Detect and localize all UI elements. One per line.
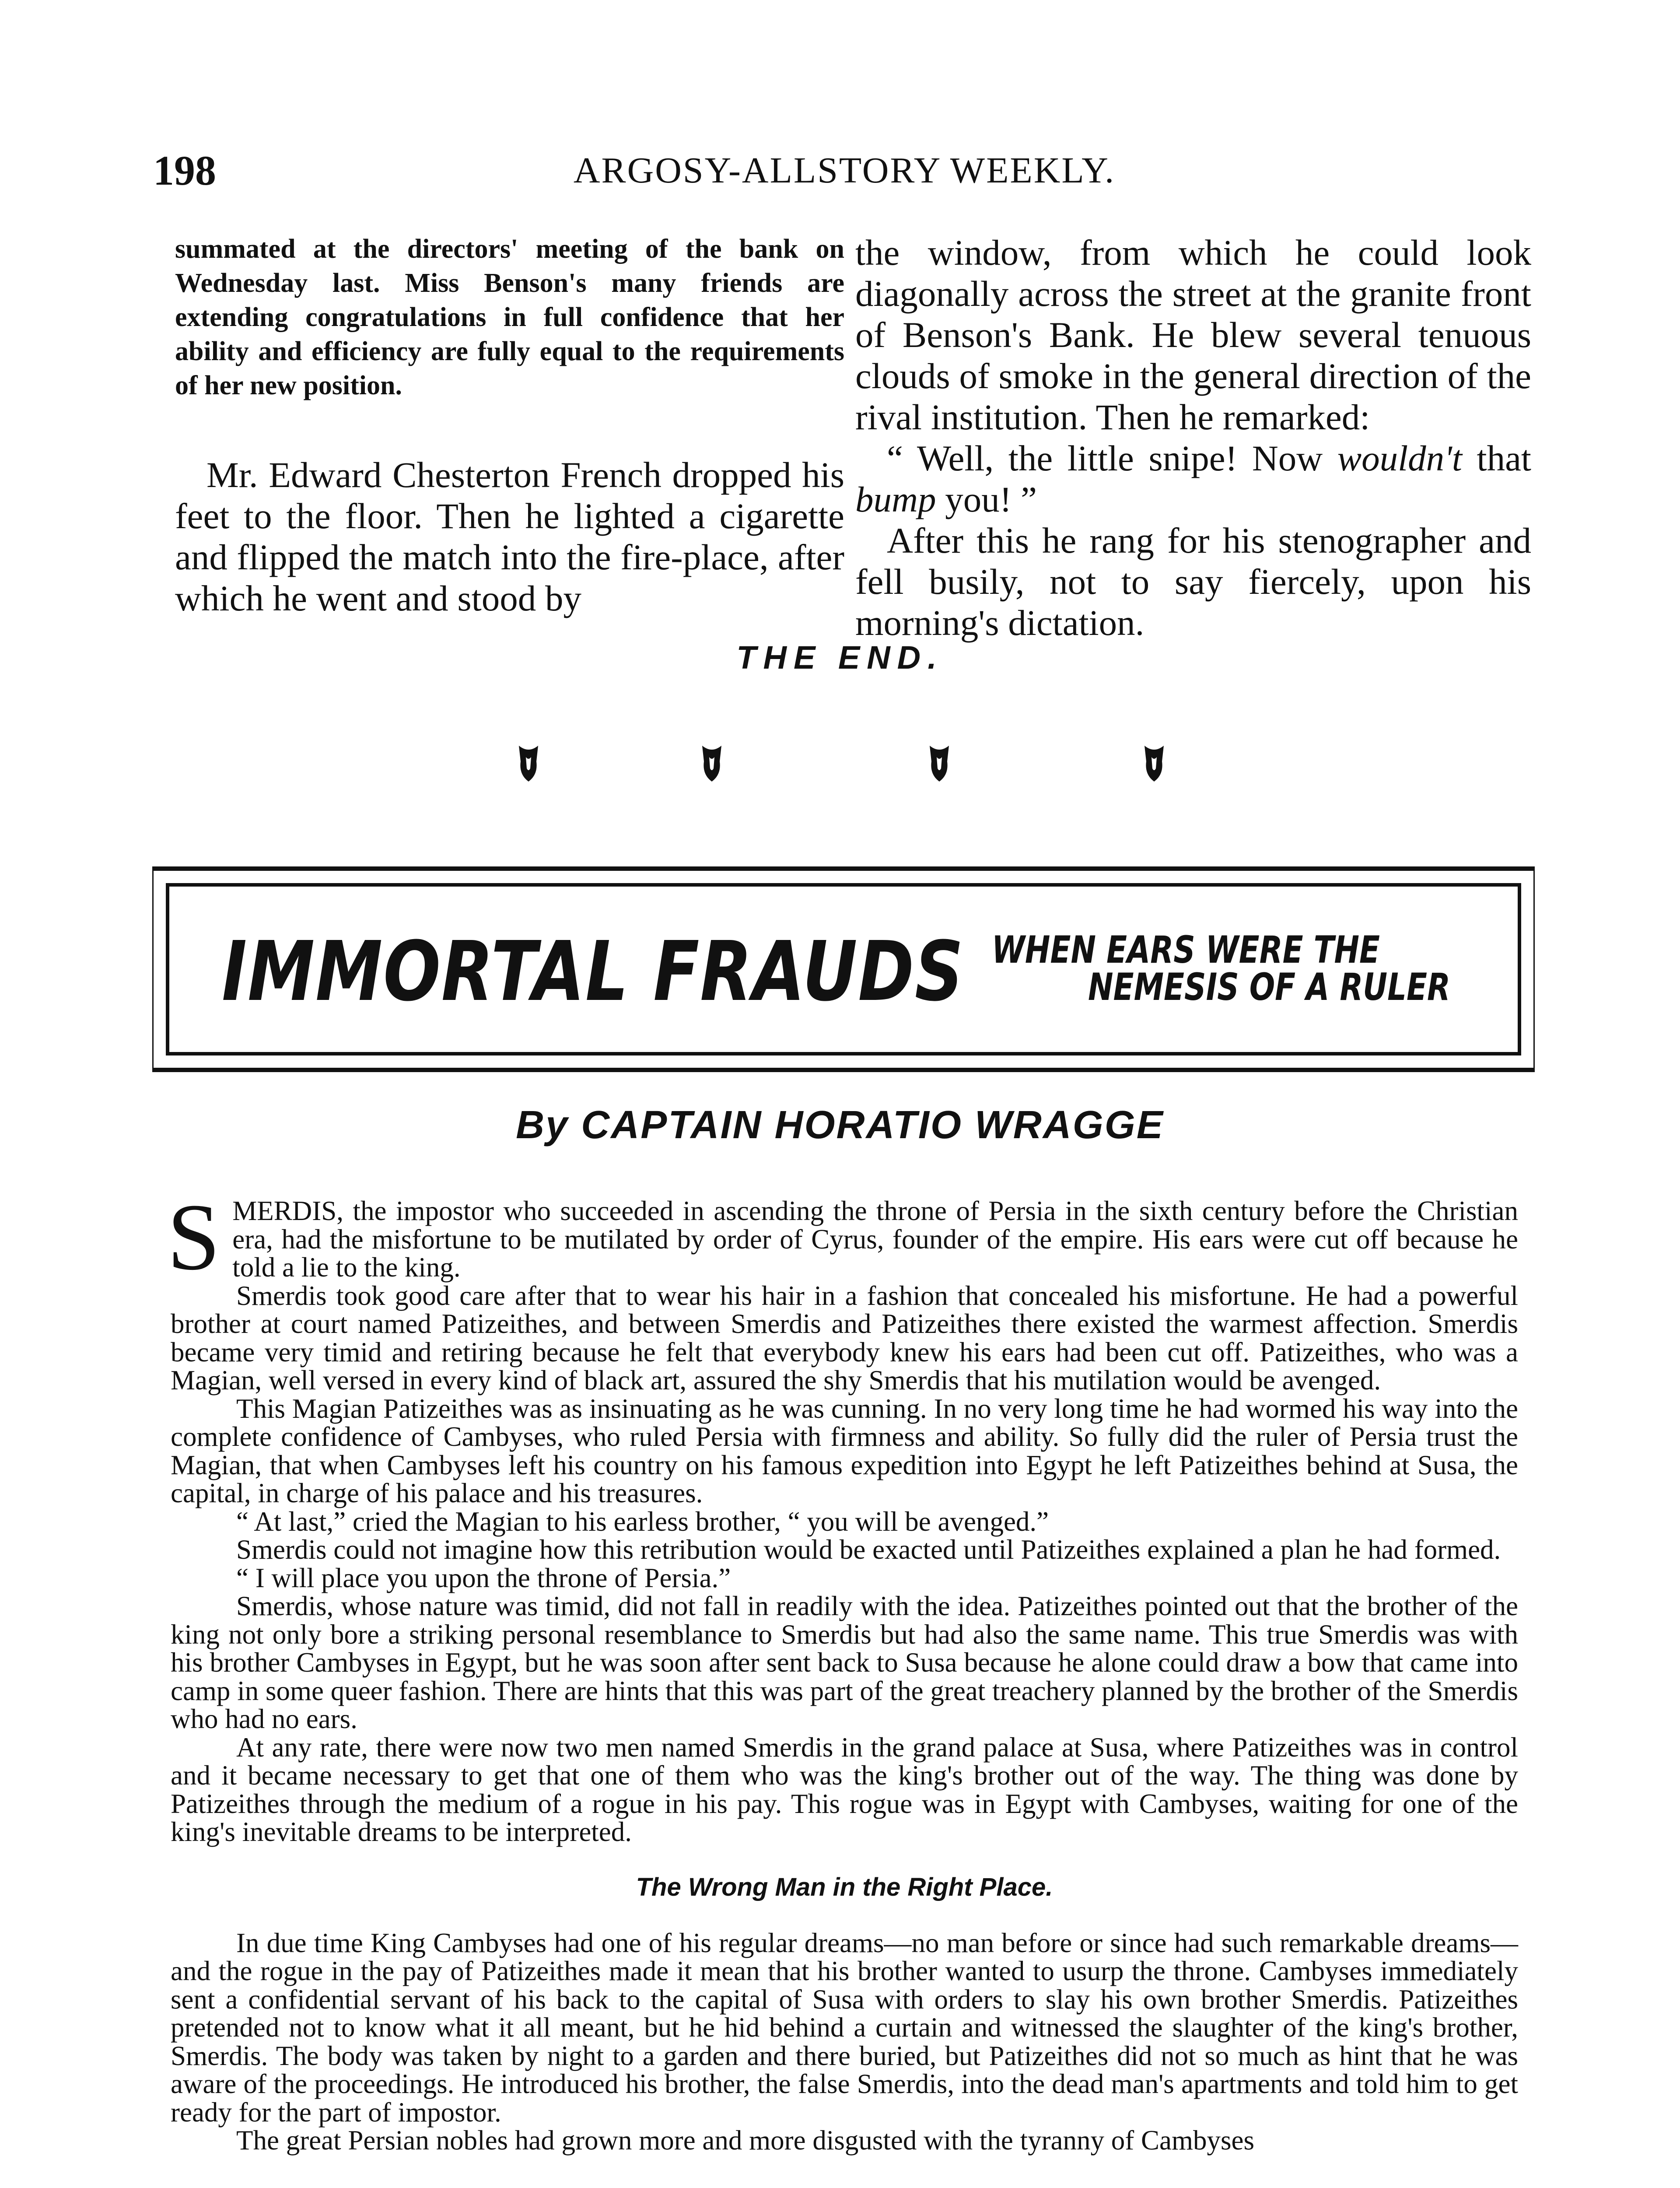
article-byline: By CAPTAIN HORATIO WRAGGE — [516, 1103, 1164, 1147]
article-paragraph-8: At any rate, there were now two men named Smerdis in the grand palace at Susa, where Patizeithes was in control and it became necessary to get that one of them who was the king's brother out of the way. The thing was done by Patizeithes through the medium of a rogue in his pay. This rogue was in Egypt with Cambyses, waiting for one of the king's inevitable dreams to be interpreted. — [171, 1732, 1518, 1847]
article-paragraph-5: Smerdis could not imagine how this retribution would be exacted until Patizeithes explained a plan he had formed. — [236, 1534, 1501, 1565]
ornament-row — [0, 744, 1680, 788]
previous-story-left-column — [175, 232, 844, 619]
article-subtitle-line-1: WHEN EARS WERE THE — [992, 928, 1380, 972]
article-body — [167, 1185, 1518, 2156]
bell-ornament-icon — [926, 744, 952, 783]
article-paragraph-3: This Magian Patizeithes was as insinuating as he was cunning. In no very long time he had wormed his way into the complete confidence of Cambyses, who ruled Persia with firmness and ability. So fully did the ruler of Persia trust the Magian, that when Cambyses left his country on his famous expedition into Egypt he left Patizeithes behind at Susa, the capital, in charge of his palace and his treasures. — [171, 1393, 1518, 1508]
article-title: IMMORTAL FRAUDS — [222, 924, 964, 1020]
article-subtitle-line-2: NEMESIS OF A RULER — [1088, 965, 1450, 1009]
page-header — [153, 144, 1536, 201]
article-paragraph-2: Smerdis took good care after that to wear his hair in a fashion that concealed his misfortune. He had a powerful brother at court named Patizeithes, and between Smerdis and Patizeithes there existed the warmest affection. Smerdis became very timid and retiring because he felt that everybody knew his ears had been cut off. Patizeithes, who was a Magian, well versed in every kind of black art, assured the shy Smerdis that his mutilation would be avenged. — [171, 1280, 1518, 1396]
the-end-marker: THE END. — [736, 639, 944, 676]
section-heading: The Wrong Man in the Right Place. — [636, 1872, 1053, 1901]
quote-mid: that — [1462, 438, 1531, 478]
first-paragraph-text: MERDIS, the impostor who succeeded in ascending the throne of Persia in the sixth century before the Christian era, had the misfortune to be mutilated by order of Cyrus, founder of the empire. His ears were cut off because he told a lie to the king. — [232, 1196, 1518, 1283]
quote-emphasis-2: bump — [855, 479, 936, 519]
article-paragraph-9: In due time King Cambyses had one of his regular dreams—no man before or since had such remarkable dreams—and the rogue in the pay of Patizeithes made it mean that his brother wanted to usurp the throne. Cambyses immediately sent a confidential servant of his back to the capital of Susa with orders to slay his own brother Smerdis. Patizeithes pretended not to know what it all meant, but he hid behind a curtain and witnessed the slaughter of the king's brother, Smerdis. The body was taken by night to a garden and there buried, but Patizeithes did not so much as hint that he was aware of the proceedings. He introduced his brother, the false Smerdis, into the dead man's apartments and told him to get ready for the part of impostor. — [171, 1927, 1518, 2128]
article-paragraph-6: “ I will place you upon the throne of Persia.” — [236, 1562, 731, 1593]
previous-story-right-column — [855, 232, 1531, 643]
running-title: ARGOSY-ALLSTORY WEEKLY. — [573, 150, 1116, 191]
story-paragraph-right-2 — [855, 438, 1531, 520]
article-paragraph-4: “ At last,” cried the Magian to his earless brother, “ you will be avenged.” — [236, 1506, 1049, 1537]
bell-ornament-icon — [699, 744, 725, 783]
story-paragraph-left: Mr. Edward Chesterton French dropped his feet to the floor. Then he lighted a cigarette and flipped the match into the fire-place, after which he went and stood by — [175, 455, 844, 618]
title-inner-frame — [166, 883, 1521, 1055]
article-paragraph-7: Smerdis, whose nature was timid, did not fall in readily with the idea. Patizeithes pointed out that the brother of the king not only bore a striking personal resemblance to Smerdis but had also the same name. This true Smerdis was with his brother Cambyses in Egypt, but he was soon after sent back to Susa because he alone could draw a bow that came into camp in some queer fashion. There are hints that this was part of the great treachery planned by the brother of the Smerdis who had no ears. — [171, 1591, 1518, 1734]
bell-ornament-icon — [1141, 744, 1167, 783]
story-paragraph-right-1: the window, from which he could look diagonally across the street at the granite front of Benson's Bank. He blew several tenuous clouds of smoke in the general direction of the rival institution. Then he remarked: — [855, 232, 1531, 437]
story-paragraph-right-3: After this he rang for his stenographer and fell busily, not to say fiercely, upon his morning's dictation. — [855, 520, 1531, 643]
bell-ornament-icon — [515, 744, 542, 783]
article-paragraph-10: The great Persian nobles had grown more and more disgusted with the tyranny of Cambyses — [236, 2125, 1254, 2156]
drop-cap: S — [167, 1185, 220, 1290]
quote-start: “ Well, the little snipe! Now — [887, 438, 1337, 478]
announcement-paragraph: summated at the directors' meeting of the bank on Wednesday last. Miss Benson's many friends are extending congratulations in full confidence that her ability and efficiency are fully equal to the requirements of her new position. — [175, 234, 844, 400]
page-number: 198 — [153, 147, 216, 194]
article-title-box — [152, 866, 1535, 1072]
article-paragraph-1 — [167, 1185, 1518, 1290]
quote-end: you! ” — [936, 479, 1037, 519]
quote-emphasis-1: wouldn't — [1337, 438, 1462, 478]
